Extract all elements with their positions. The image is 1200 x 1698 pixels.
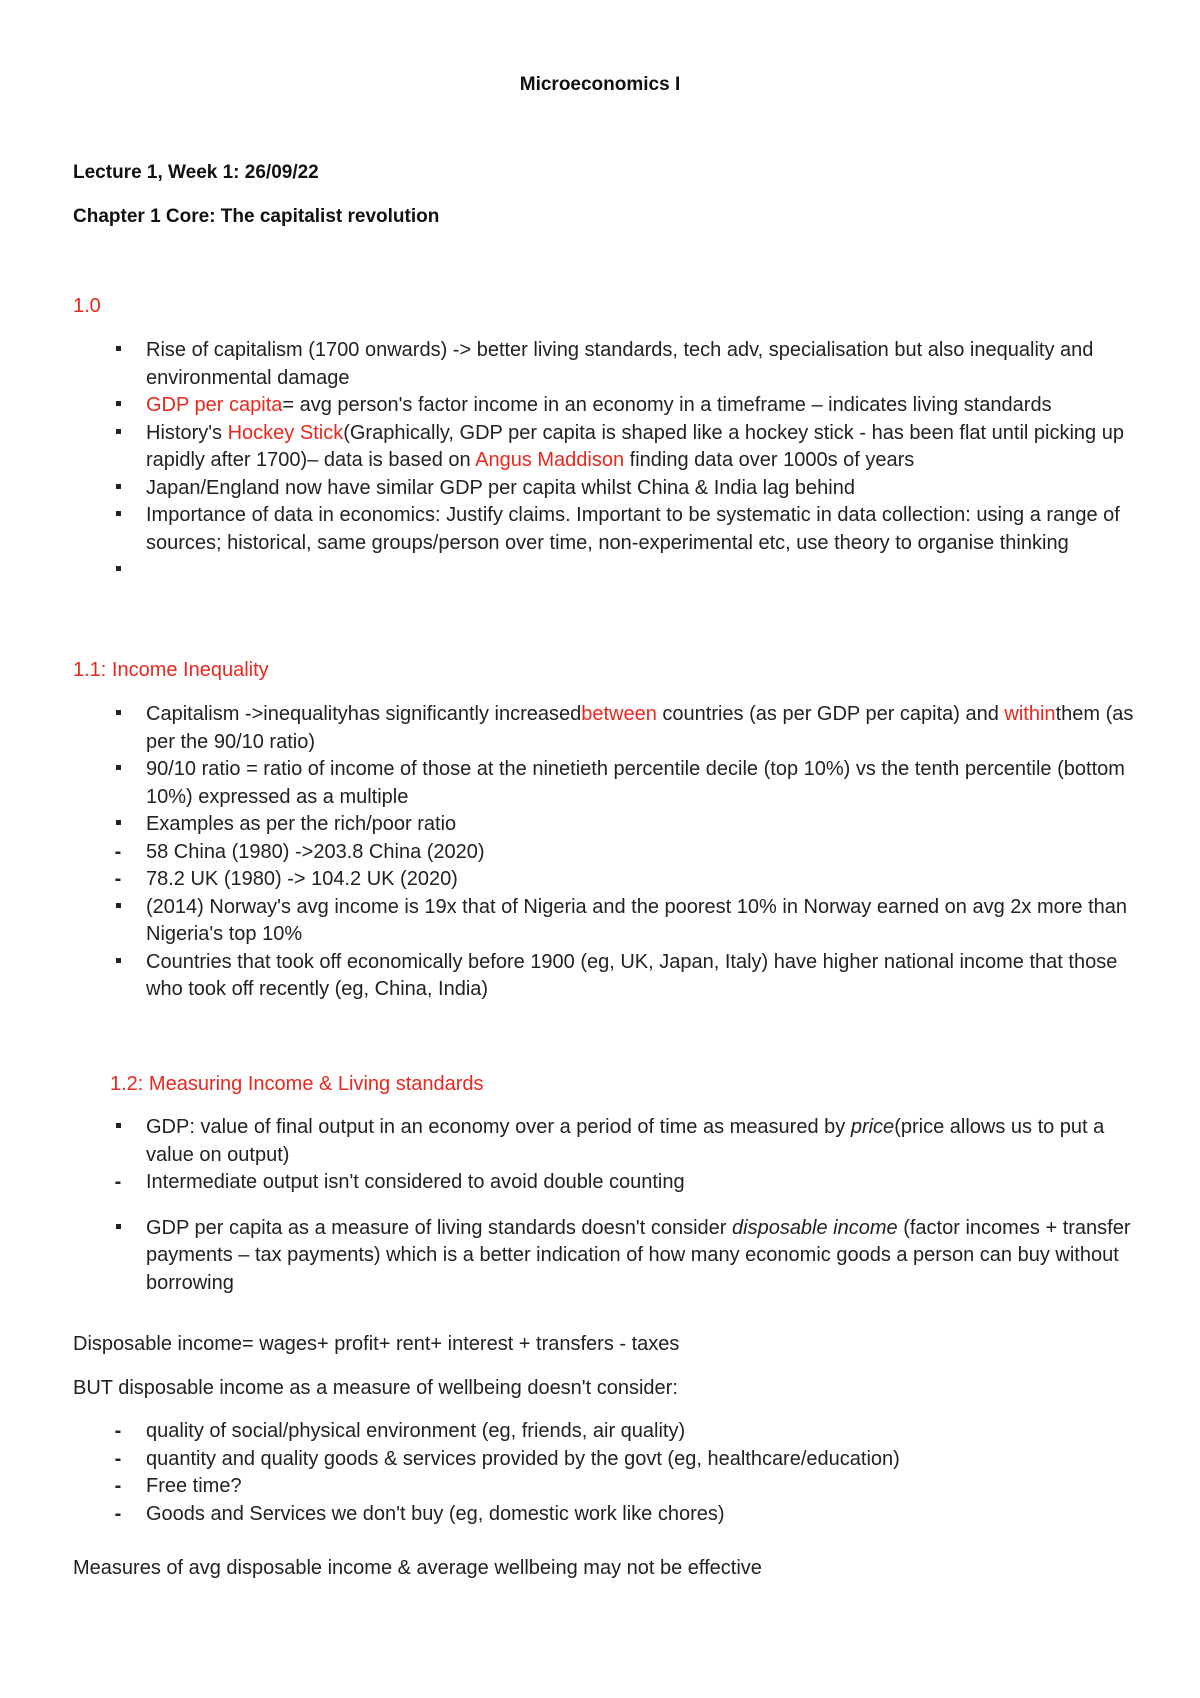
bullet-marker — [110, 756, 126, 784]
section-1-1-list — [0, 701, 1200, 1004]
list-item: Importance of data in economics: Justify claims. Important to be systematic in data collection: using a range of sources; historical, same groups/person over time, non-experimental etc, use theory to organise thinking — [0, 502, 1200, 557]
list-item: GDP per capita= avg person's factor income in an economy in a timeframe – indicates living standards — [0, 392, 1200, 420]
bullet-marker — [110, 502, 126, 530]
bullet-marker — [110, 949, 126, 977]
list-item: Examples as per the rich/poor ratio — [0, 811, 1200, 839]
list-item-dash: - 58 China (1980) ->203.8 China (2020) — [0, 839, 1200, 867]
list-item-dash: - Intermediate output isn't considered to avoid double counting — [0, 1169, 1200, 1197]
bullet-marker — [110, 337, 126, 365]
list-item-dash: - quality of social/physical environment (eg, friends, air quality) — [0, 1418, 1200, 1446]
bullet-marker — [110, 1215, 126, 1243]
bullet-marker — [110, 894, 126, 922]
list-item: Countries that took off economically before 1900 (eg, UK, Japan, Italy) have higher national income that those who took off recently (eg, China, India) — [0, 949, 1200, 1004]
list-item-dash: - Free time? — [0, 1473, 1200, 1501]
bullet-marker — [110, 420, 126, 448]
section-1-0-list — [0, 337, 1200, 585]
dash-marker: - — [114, 1502, 122, 1525]
dash-marker: - — [114, 1447, 122, 1470]
italic-term: price — [850, 1116, 895, 1138]
list-item-dash: - Goods and Services we don't buy (eg, domestic work like chores) — [0, 1501, 1200, 1529]
highlight-term: Hockey Stick — [227, 421, 344, 444]
disposable-income-formula: Disposable income= wages+ profit+ rent+ interest + transfers - taxes — [73, 1333, 680, 1355]
highlight-term: within — [1004, 703, 1056, 725]
highlight-term: Angus Maddison — [475, 449, 625, 471]
list-item: Capitalism ->inequalityhas significantly increasedbetween countries (as per GDP per capita) and withinthem (as per the 90/10 ratio) — [0, 701, 1200, 756]
dash-marker: - — [114, 1171, 122, 1193]
document-title: Microeconomics I — [519, 74, 681, 95]
dash-marker: - — [114, 840, 122, 863]
bullet-marker — [110, 701, 126, 729]
bullet-marker — [110, 392, 126, 420]
list-item-empty — [0, 557, 1200, 585]
dash-marker: - — [114, 868, 122, 890]
section-1-2-list — [0, 1114, 1200, 1297]
wellbeing-list — [0, 1418, 1200, 1528]
list-item: History's Hockey Stick(Graphically, GDP per capita is shaped like a hockey stick - has been flat until picking up rapidly after 1700)– data is based on Angus Maddison finding data over 1000s of years — [0, 420, 1200, 475]
list-item: GDP per capita as a measure of living standards doesn't consider disposable income (factor incomes + transfer payments – tax payments) which is a better indication of how many economic goods a person can buy without borrowing — [0, 1215, 1200, 1298]
italic-term: disposable income — [732, 1216, 898, 1239]
wellbeing-caveat: BUT disposable income as a measure of wellbeing doesn't consider: — [73, 1377, 678, 1399]
lecture-line: Lecture 1, Week 1: 26/09/22 — [73, 162, 319, 183]
bullet-marker — [110, 1114, 126, 1142]
chapter-line: Chapter 1 Core: The capitalist revolution — [73, 206, 440, 227]
dash-marker: - — [114, 1420, 122, 1442]
list-item: GDP: value of final output in an economy over a period of time as measured by price(price allows us to put a value on output) — [0, 1114, 1200, 1169]
list-item: (2014) Norway's avg income is 19x that of Nigeria and the poorest 10% in Norway earned on avg 2x more than Nigeria's top 10% — [0, 894, 1200, 949]
section-heading-1-2: 1.2: Measuring Income & Living standards — [110, 1073, 484, 1095]
bullet-marker — [110, 557, 126, 585]
list-item-dash: - quantity and quality goods & services provided by the govt (eg, healthcare/education) — [0, 1446, 1200, 1474]
highlight-term: GDP per capita — [146, 394, 283, 416]
highlight-term: between — [581, 703, 657, 725]
bullet-marker — [110, 811, 126, 839]
list-item: Japan/England now have similar GDP per capita whilst China & India lag behind — [0, 475, 1200, 503]
section-heading-1-1: 1.1: Income Inequality — [73, 659, 269, 681]
spacer — [0, 1197, 1200, 1215]
list-item: Rise of capitalism (1700 onwards) -> better living standards, tech adv, specialisation but also inequality and environmental damage — [0, 337, 1200, 392]
list-item-dash: - 78.2 UK (1980) -> 104.2 UK (2020) — [0, 866, 1200, 894]
closing-remark: Measures of avg disposable income & average wellbeing may not be effective — [73, 1557, 762, 1579]
section-heading-1-0: 1.0 — [73, 295, 101, 317]
dash-marker: - — [114, 1475, 122, 1497]
bullet-marker — [110, 475, 126, 503]
list-item: 90/10 ratio = ratio of income of those at the ninetieth percentile decile (top 10%) vs the tenth percentile (bottom 10%) expressed as a multiple — [0, 756, 1200, 811]
